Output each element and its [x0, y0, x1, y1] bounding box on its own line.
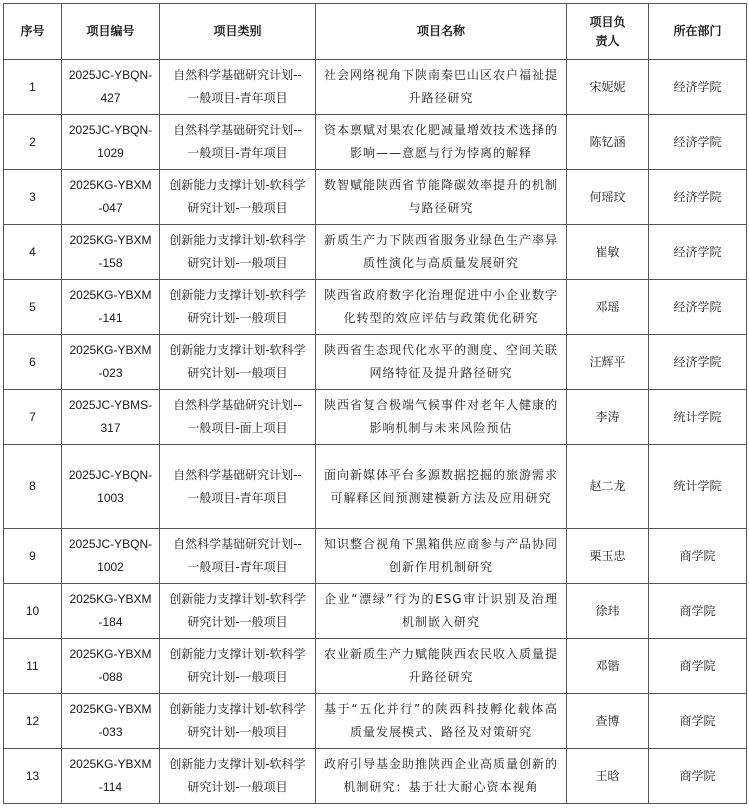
header-leader: 项目负责人 — [567, 4, 649, 60]
cell-name: 企业“漂绿”行为的ESG审计识别及治理机制嵌入研究 — [316, 584, 567, 639]
cell-dept: 经济学院 — [649, 115, 747, 170]
cell-leader: 陈钇涵 — [567, 115, 649, 170]
cell-name: 社会网络视角下陕南秦巴山区农户福祉提升路径研究 — [316, 60, 567, 115]
cell-seq: 10 — [4, 584, 62, 639]
cell-leader: 赵二龙 — [567, 445, 649, 529]
cell-code: 2025KG-YBXM-114 — [62, 749, 160, 804]
cell-code: 2025KG-YBXM-088 — [62, 639, 160, 694]
cell-dept: 商学院 — [649, 584, 747, 639]
cell-code: 2025JC-YBQN-1029 — [62, 115, 160, 170]
cell-seq: 6 — [4, 335, 62, 390]
cell-seq: 2 — [4, 115, 62, 170]
cell-name: 数智赋能陕西省节能降碳效率提升的机制与路径研究 — [316, 170, 567, 225]
cell-category: 创新能力支撑计划-软科学研究计划-一般项目 — [160, 280, 316, 335]
cell-name: 政府引导基金助推陕西企业高质量创新的机制研究：基于壮大耐心资本视角 — [316, 749, 567, 804]
cell-dept: 经济学院 — [649, 225, 747, 280]
cell-category: 创新能力支撑计划-软科学研究计划-一般项目 — [160, 639, 316, 694]
cell-code: 2025KG-YBXM-184 — [62, 584, 160, 639]
cell-leader: 查博 — [567, 694, 649, 749]
cell-seq: 13 — [4, 749, 62, 804]
cell-seq: 9 — [4, 529, 62, 584]
header-row — [4, 4, 747, 60]
table-row — [4, 225, 747, 280]
cell-name: 陕西省政府数字化治理促进中小企业数字化转型的效应评估与政策优化研究 — [316, 280, 567, 335]
cell-name: 资本禀赋对果农化肥减量增效技术选择的影响——意愿与行为悖离的解释 — [316, 115, 567, 170]
cell-category: 自然科学基础研究计划--一般项目-青年项目 — [160, 60, 316, 115]
header-seq: 序号 — [4, 4, 62, 60]
cell-code: 2025KG-YBXM-047 — [62, 170, 160, 225]
cell-seq: 11 — [4, 639, 62, 694]
cell-dept: 统计学院 — [649, 390, 747, 445]
cell-leader: 何瑶玟 — [567, 170, 649, 225]
cell-dept: 商学院 — [649, 749, 747, 804]
cell-code: 2025JC-YBQN-427 — [62, 60, 160, 115]
cell-dept: 经济学院 — [649, 170, 747, 225]
cell-code: 2025KG-YBXM-033 — [62, 694, 160, 749]
cell-name: 面向新媒体平台多源数据挖掘的旅游需求可解释区间预测建模新方法及应用研究 — [316, 445, 567, 529]
cell-leader: 邓锴 — [567, 639, 649, 694]
header-dept: 所在部门 — [649, 4, 747, 60]
cell-leader: 宋妮妮 — [567, 60, 649, 115]
cell-code: 2025JC-YBQN-1002 — [62, 529, 160, 584]
cell-seq: 4 — [4, 225, 62, 280]
cell-dept: 经济学院 — [649, 60, 747, 115]
cell-dept: 商学院 — [649, 694, 747, 749]
table-row — [4, 529, 747, 584]
table-row — [4, 60, 747, 115]
cell-seq: 12 — [4, 694, 62, 749]
header-name: 项目名称 — [316, 4, 567, 60]
cell-leader: 邓瑶 — [567, 280, 649, 335]
cell-leader: 徐玮 — [567, 584, 649, 639]
cell-code: 2025JC-YBQN-1003 — [62, 445, 160, 529]
project-table — [3, 3, 747, 804]
cell-dept: 经济学院 — [649, 335, 747, 390]
table-row — [4, 115, 747, 170]
cell-code: 2025KG-YBXM-023 — [62, 335, 160, 390]
table-row — [4, 170, 747, 225]
cell-leader: 崔敏 — [567, 225, 649, 280]
cell-leader: 王晗 — [567, 749, 649, 804]
cell-category: 创新能力支撑计划-软科学研究计划-一般项目 — [160, 225, 316, 280]
cell-leader: 栗玉忠 — [567, 529, 649, 584]
cell-code: 2025KG-YBXM-141 — [62, 280, 160, 335]
cell-name: 基于“五化并行”的陕西科技孵化载体高质量发展模式、路径及对策研究 — [316, 694, 567, 749]
table-row — [4, 280, 747, 335]
cell-seq: 5 — [4, 280, 62, 335]
cell-dept: 统计学院 — [649, 445, 747, 529]
cell-name: 陕西省复合极端气候事件对老年人健康的影响机制与未来风险预估 — [316, 390, 567, 445]
cell-name: 农业新质生产力赋能陕西农民收入质量提升路径研究 — [316, 639, 567, 694]
cell-leader: 李涛 — [567, 390, 649, 445]
table-row — [4, 584, 747, 639]
header-category: 项目类别 — [160, 4, 316, 60]
cell-code: 2025JC-YBMS-317 — [62, 390, 160, 445]
cell-name: 知识整合视角下黑箱供应商参与产品协同创新作用机制研究 — [316, 529, 567, 584]
cell-category: 自然科学基础研究计划--一般项目-青年项目 — [160, 529, 316, 584]
cell-code: 2025KG-YBXM-158 — [62, 225, 160, 280]
table-row — [4, 390, 747, 445]
cell-category: 创新能力支撑计划-软科学研究计划-一般项目 — [160, 749, 316, 804]
table-row — [4, 445, 747, 529]
cell-seq: 7 — [4, 390, 62, 445]
cell-category: 自然科学基础研究计划--一般项目-面上项目 — [160, 390, 316, 445]
cell-category: 创新能力支撑计划-软科学研究计划-一般项目 — [160, 584, 316, 639]
cell-dept: 经济学院 — [649, 280, 747, 335]
cell-category: 自然科学基础研究计划--一般项目-青年项目 — [160, 445, 316, 529]
header-code: 项目编号 — [62, 4, 160, 60]
cell-dept: 商学院 — [649, 639, 747, 694]
cell-seq: 8 — [4, 445, 62, 529]
cell-name: 陕西省生态现代化水平的测度、空间关联网络特征及提升路径研究 — [316, 335, 567, 390]
table-row — [4, 335, 747, 390]
cell-dept: 商学院 — [649, 529, 747, 584]
cell-category: 自然科学基础研究计划--一般项目-青年项目 — [160, 115, 316, 170]
table-row — [4, 639, 747, 694]
cell-leader: 汪辉平 — [567, 335, 649, 390]
table-row — [4, 694, 747, 749]
cell-seq: 1 — [4, 60, 62, 115]
cell-category: 创新能力支撑计划-软科学研究计划-一般项目 — [160, 335, 316, 390]
cell-category: 创新能力支撑计划-软科学研究计划-一般项目 — [160, 170, 316, 225]
cell-name: 新质生产力下陕西省服务业绿色生产率异质性演化与高质量发展研究 — [316, 225, 567, 280]
cell-seq: 3 — [4, 170, 62, 225]
cell-category: 创新能力支撑计划-软科学研究计划-一般项目 — [160, 694, 316, 749]
table-row — [4, 749, 747, 804]
